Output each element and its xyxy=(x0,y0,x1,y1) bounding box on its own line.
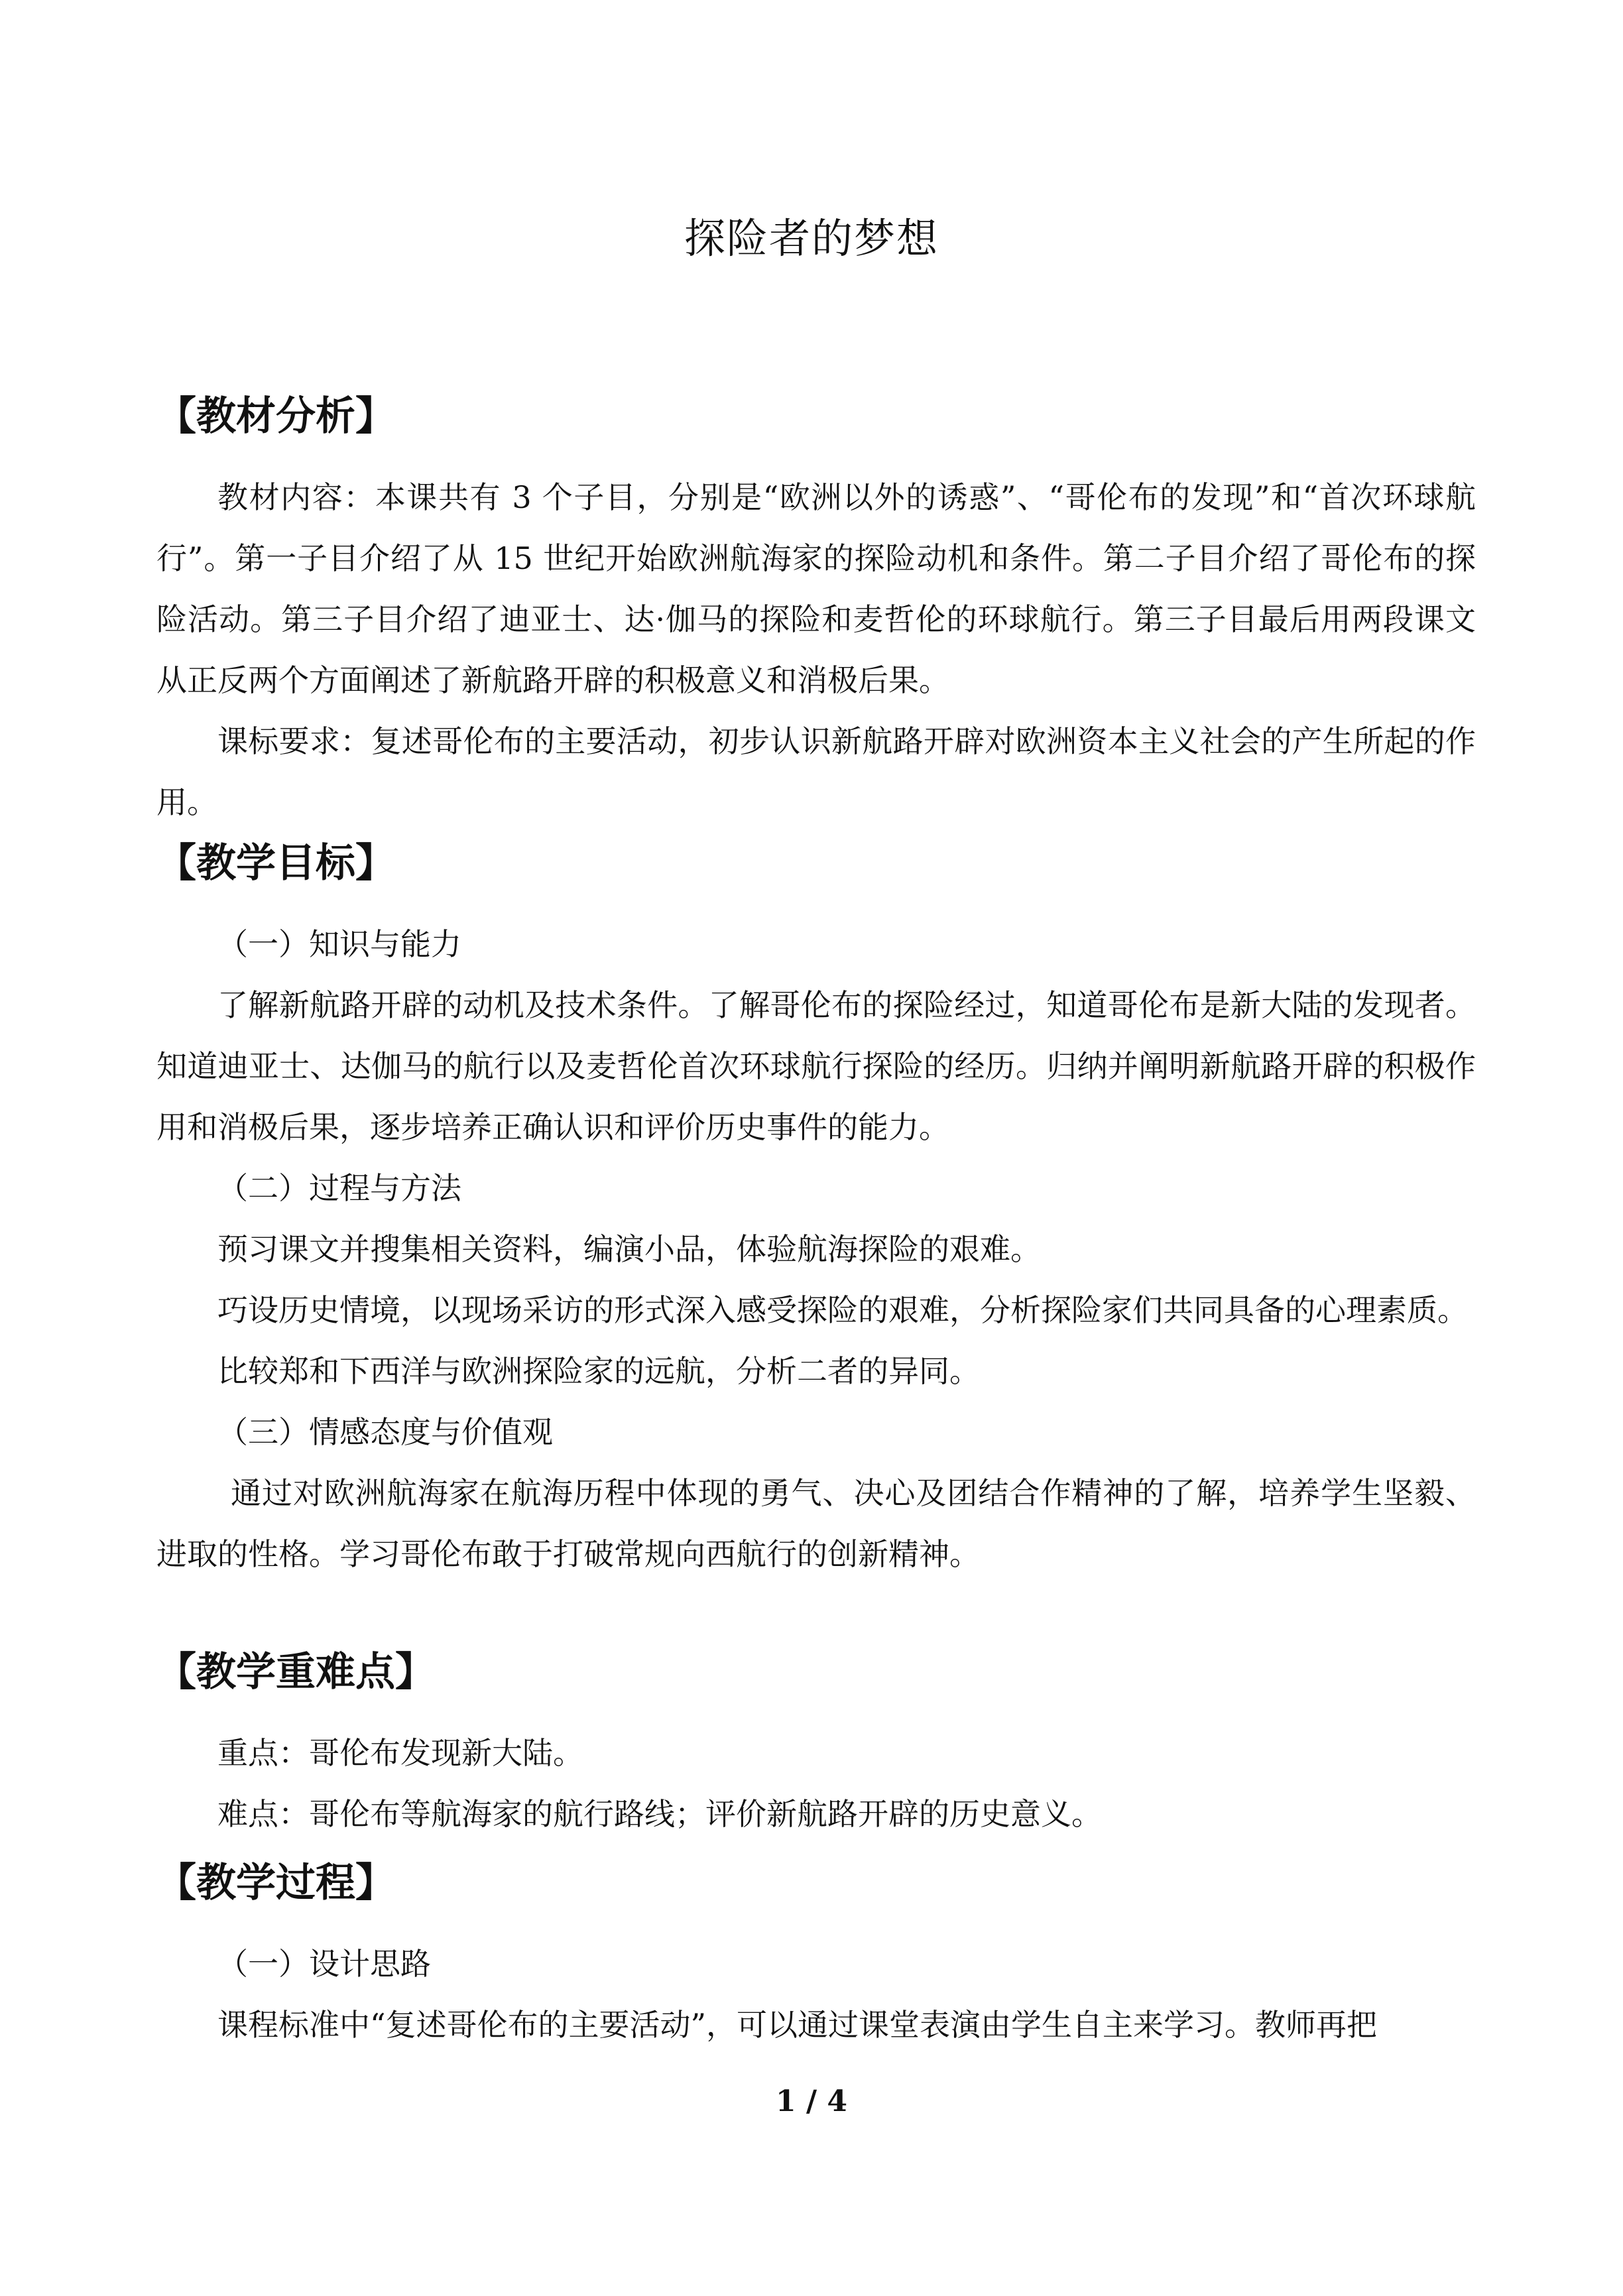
paragraph-emotion-values: 通过对欧洲航海家在航海历程中体现的勇气、决心及团结合作精神的了解，培养学生坚毅、进取的性格。学习哥伦布敢于打破常规向西航行的创新精神。 xyxy=(156,1475,1476,1572)
section-heading-key-points: 【教学重难点】 xyxy=(156,1649,435,1695)
paragraph-knowledge-ability: 了解新航路开辟的动机及技术条件。了解哥伦布的探险经过，知道哥伦布是新大陆的发现者。知道迪亚士、达伽马的航行以及麦哲伦首次环球航行探险的经历。归纳并阐明新航路开辟的积极作用和消极后果，逐步培养正确认识和评价历史事件的能力。 xyxy=(156,987,1476,1145)
material-analysis-body xyxy=(156,467,1476,833)
paragraph-process-method-1: 预习课文并搜集相关资料，编演小品，体验航海探险的艰难。 xyxy=(217,1231,1041,1267)
paragraph-design-idea: 课程标准中“复述哥伦布的主要活动”，可以通过课堂表演由学生自主来学习。教师再把 xyxy=(217,2007,1378,2043)
page-number: 1 / 4 xyxy=(776,2085,847,2118)
section-teaching-process xyxy=(156,1856,1476,1909)
subheading-knowledge-ability: （一）知识与能力 xyxy=(217,926,461,962)
teaching-goals-body xyxy=(156,914,1476,1585)
subheading-process-method: （二）过程与方法 xyxy=(217,1170,461,1206)
subheading-design-idea: （一）设计思路 xyxy=(217,1946,431,1982)
section-heading-teaching-goals: 【教学目标】 xyxy=(156,840,395,886)
paragraph-difficulty: 难点：哥伦布等航海家的航行路线；评价新航路开辟的历史意义。 xyxy=(217,1796,1102,1832)
section-teaching-goals xyxy=(156,837,1476,890)
section-key-points xyxy=(156,1646,1476,1699)
teaching-process-body xyxy=(156,1933,1476,2055)
section-heading-material-analysis: 【教材分析】 xyxy=(156,393,395,440)
subheading-emotion-values: （三）情感态度与价值观 xyxy=(217,1414,553,1450)
paragraph-curriculum-requirement: 课标要求：复述哥伦布的主要活动，初步认识新航路开辟对欧洲资本主义社会的产生所起的作用。 xyxy=(156,723,1476,820)
paragraph-focus: 重点：哥伦布发现新大陆。 xyxy=(217,1735,583,1771)
key-points-body xyxy=(156,1722,1476,1844)
section-heading-teaching-process: 【教学过程】 xyxy=(156,1860,395,1906)
paragraph-material-content: 教材内容：本课共有 3 个子目，分别是“欧洲以外的诱惑”、“哥伦布的发现”和“首次环球航行”。第一子目介绍了从 15 世纪开始欧洲航海家的探险动机和条件。第二子目介绍了哥伦布的探险活动。第三子目介绍了迪亚士、达·伽马的探险和麦哲伦的环球航行。第三子目最后用两段课文从正反两个方面阐述了新航路开辟的积极意义和消极后果。 xyxy=(156,479,1476,698)
document-title: 探险者的梦想 xyxy=(684,214,939,263)
section-material-analysis xyxy=(156,390,1476,443)
paragraph-process-method-2: 巧设历史情境，以现场采访的形式深入感受探险的艰难，分析探险家们共同具备的心理素质。 xyxy=(217,1292,1468,1328)
paragraph-process-method-3: 比较郑和下西洋与欧洲探险家的远航，分析二者的异同。 xyxy=(217,1353,980,1389)
